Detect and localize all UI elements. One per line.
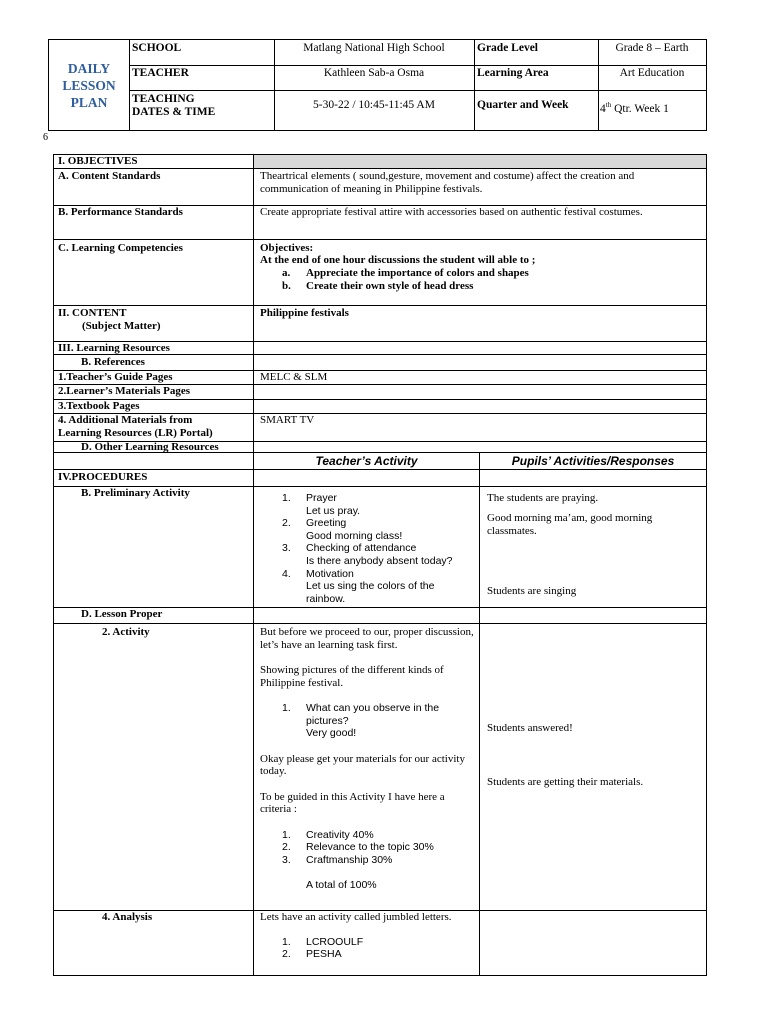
learning-area-label: Learning Area xyxy=(477,67,549,79)
school-value: Matlang National High School xyxy=(303,42,445,54)
lesson-proper-label: D. Lesson Proper xyxy=(81,608,163,620)
pupils-activities-heading: Pupils’ Activities/Responses xyxy=(511,454,675,468)
performance-standards-label: B. Performance Standards xyxy=(58,206,183,218)
content-standards-text: Theartrical elements ( sound,gesture, movement and costume) affect the creation and communication of meaning in Philippine festivals. xyxy=(260,170,635,195)
activity-label: 2. Activity xyxy=(102,626,150,638)
analysis-content xyxy=(260,911,460,961)
additional-materials-label: 4. Additional Materials from Learning Resources (LR) Portal) xyxy=(58,414,213,439)
response-greeting: Good morning ma’am, good morning classmates. xyxy=(487,512,653,537)
preliminary-activity-label: B. Preliminary Activity xyxy=(81,487,190,499)
teachers-guide-label: 1.Teacher’s Guide Pages xyxy=(58,371,173,383)
content-label: II. CONTENT (Subject Matter) xyxy=(58,307,161,332)
list-item: b. Create their own style of head dress xyxy=(282,279,474,292)
list-item: 3. Craftmanship 30% xyxy=(282,853,393,866)
learning-resources-title: III. Learning Resources xyxy=(58,342,170,354)
objectives-title: I. OBJECTIVES xyxy=(58,155,138,167)
logo-line: LESSON xyxy=(62,77,116,93)
procedures-title: IV.PROCEDURES xyxy=(58,471,148,483)
analysis-label: 4. Analysis xyxy=(102,911,153,923)
page-number: 6 xyxy=(43,132,48,143)
grade-level-value: Grade 8 – Earth xyxy=(615,42,689,54)
other-resources-label: D. Other Learning Resources xyxy=(81,441,219,453)
preliminary-list xyxy=(260,492,475,605)
analysis-intro: Lets have an activity called jumbled letters. xyxy=(260,911,452,923)
content-standards-label: A. Content Standards xyxy=(58,170,161,182)
list-item: 4. Motivation Let us sing the colors of the rainbow. xyxy=(282,567,435,605)
competencies-intro: At the end of one hour discussions the student will able to ; xyxy=(260,254,536,266)
teachers-guide-value: MELC & SLM xyxy=(260,371,328,383)
teachers-activity-heading: Teacher’s Activity xyxy=(315,454,418,468)
activity-materials: Okay please get your materials for our activity today. xyxy=(260,752,465,777)
performance-standards-text: Create appropriate festival attire with accessories based on authentic festival costumes. xyxy=(260,206,643,218)
teaching-dates-label: TEACHING DATES & TIME xyxy=(132,93,216,118)
response-singing: Students are singing xyxy=(487,585,577,597)
lesson-plan-table xyxy=(53,154,707,976)
list-item: 1. Prayer Let us pray. xyxy=(282,492,361,517)
logo-line: DAILY xyxy=(67,60,111,76)
competencies-list xyxy=(260,267,700,292)
response-materials: Students are getting their materials. xyxy=(487,776,644,788)
criteria-list xyxy=(260,829,478,892)
learners-materials-label: 2.Learner’s Materials Pages xyxy=(58,385,191,397)
grade-level-label: Grade Level xyxy=(477,42,538,54)
teacher-value: Kathleen Sab-a Osma xyxy=(323,67,425,79)
learning-area-value: Art Education xyxy=(619,67,685,79)
learning-competencies-label: C. Learning Competencies xyxy=(58,242,183,254)
criteria-total: A total of 100% xyxy=(306,879,377,891)
school-label: SCHOOL xyxy=(132,42,182,54)
list-item: 1. Creativity 40% xyxy=(282,828,374,841)
additional-materials-value: SMART TV xyxy=(260,414,315,426)
logo-line: PLAN xyxy=(70,94,108,110)
response-praying: The students are praying. xyxy=(487,492,599,504)
list-item: 3. Checking of attendance Is there anybody absent today? xyxy=(282,542,453,567)
list-item: 2. Greeting Good morning class! xyxy=(282,517,403,542)
list-item: 1. LCROOULF xyxy=(282,935,364,948)
teaching-dates-value: 5-30-22 / 10:45-11:45 AM xyxy=(313,99,435,111)
list-item: a. Appreciate the importance of colors and shapes xyxy=(282,267,529,279)
jumbled-list xyxy=(260,936,460,961)
list-item: 1. What can you observe in the pictures? Very good! xyxy=(282,702,440,739)
content-value: Philippine festivals xyxy=(260,307,349,319)
activity-intro: But before we proceed to our, proper discussion, let’s have an learning task first. xyxy=(260,626,474,651)
list-item: 2. PESHA xyxy=(282,948,342,960)
activity-guided: To be guided in this Activity I have here a criteria : xyxy=(260,790,445,815)
response-answered: Students answered! xyxy=(487,722,573,734)
activity-showing: Showing pictures of the different kinds of Philippine festival. xyxy=(260,664,444,689)
references-label: B. References xyxy=(81,356,145,368)
daily-lesson-plan-logo xyxy=(49,40,129,130)
header-table xyxy=(48,39,707,131)
list-item: 2. Relevance to the topic 30% xyxy=(282,841,434,853)
textbook-pages-label: 3.Textbook Pages xyxy=(58,400,140,412)
competencies-heading: Objectives: xyxy=(260,242,314,254)
quarter-week-label: Quarter and Week xyxy=(477,99,569,111)
quarter-week-value: 4th Qtr. Week 1 xyxy=(600,101,669,115)
teacher-label: TEACHER xyxy=(132,67,189,79)
activity-content xyxy=(260,626,478,892)
